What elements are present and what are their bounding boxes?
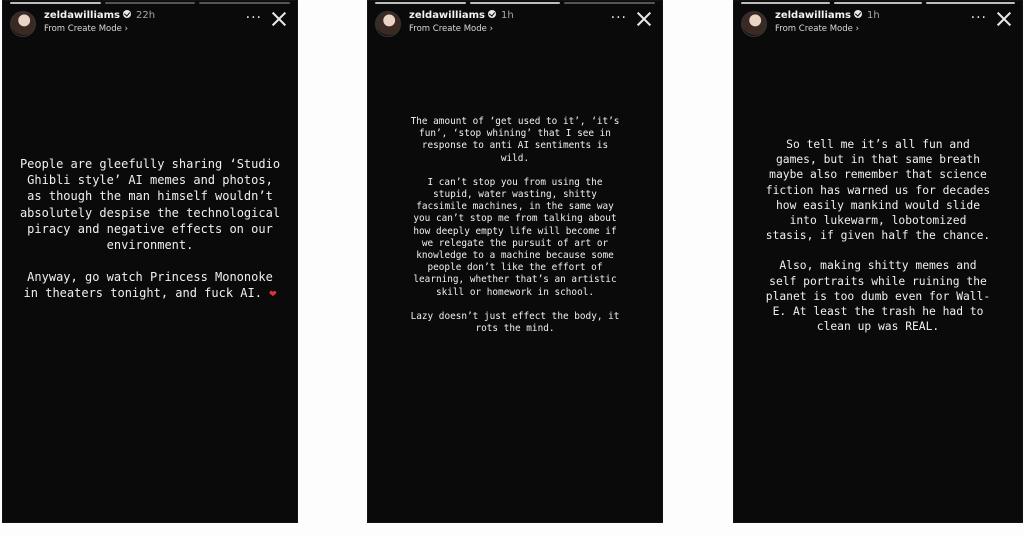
progress-segment xyxy=(834,2,923,4)
create-mode-link[interactable]: From Create Mode › xyxy=(775,24,859,34)
story-progress-bar xyxy=(10,2,290,5)
progress-segment xyxy=(564,2,655,4)
avatar[interactable] xyxy=(741,11,767,37)
story-paragraph: Also, making shitty memes and self portraits while ruining the planet is too dumb even for Wall-E. At least the trash he had to clean up was REAL. xyxy=(765,259,991,334)
close-icon[interactable] xyxy=(270,10,288,28)
verified-badge-icon xyxy=(488,10,496,18)
progress-segment xyxy=(470,2,561,4)
story-paragraph: People are gleefully sharing ‘Studio Ghibli style’ AI memes and photos, as though the man himself wouldn’t absolutely despise the technological piracy and negative effects on our environment. xyxy=(19,157,281,253)
story-progress-bar xyxy=(741,2,1015,5)
post-time: 1h xyxy=(867,10,880,21)
progress-segment xyxy=(741,2,830,4)
more-options-icon[interactable]: ··· xyxy=(610,10,627,26)
create-mode-link[interactable]: From Create Mode › xyxy=(44,24,128,34)
story-progress-bar xyxy=(375,2,655,5)
story-text xyxy=(18,156,282,302)
post-time: 22h xyxy=(136,10,156,21)
verified-badge-icon xyxy=(123,10,131,18)
story-panel-2[interactable] xyxy=(367,0,663,523)
username-row xyxy=(775,10,880,21)
story-paragraph xyxy=(18,269,282,301)
create-mode-link[interactable]: From Create Mode › xyxy=(409,24,493,34)
close-icon[interactable] xyxy=(995,10,1013,28)
username[interactable]: zeldawilliams xyxy=(44,10,121,21)
username-row xyxy=(409,10,514,21)
progress-segment xyxy=(199,2,290,4)
more-options-icon[interactable]: ··· xyxy=(970,10,987,26)
bottom-strip xyxy=(0,523,1024,535)
story-paragraph: I can’t stop you from using the stupid, water wasting, shitty facsimile machines, in the same way you can’t stop me from talking about how deeply empty life will become if we relegate the pursuit of art or knowledge to a machine because some people don’t like the effort of learning, whether that’s an artistic skill or homework in school. xyxy=(413,176,617,298)
story-text xyxy=(407,116,623,335)
progress-segment xyxy=(105,2,196,4)
story-header xyxy=(741,10,1015,40)
story-paragraph: The amount of ‘get used to it’, ‘it’s fun’, ‘stop whining’ that I see in response to anti AI sentiments is wild. xyxy=(410,116,620,164)
story-paragraph: Lazy doesn’t just effect the body, it rots the mind. xyxy=(410,310,620,335)
story-text xyxy=(763,137,993,334)
more-options-icon[interactable]: ··· xyxy=(245,10,262,26)
verified-badge-icon xyxy=(854,10,862,18)
story-header xyxy=(10,10,290,40)
story-paragraph: So tell me it’s all fun and games, but in that same breath maybe also remember that science fiction has warned us for decades how easily mankind would slide into lukewarm, lobotomized stasis, if given half the chance. xyxy=(765,138,991,243)
heart-emoji-icon: ❤ xyxy=(269,286,277,301)
progress-segment xyxy=(10,2,101,4)
post-time: 1h xyxy=(501,10,514,21)
username[interactable]: zeldawilliams xyxy=(775,10,852,21)
story-panel-3[interactable] xyxy=(733,0,1023,523)
avatar[interactable] xyxy=(375,11,401,37)
username[interactable]: zeldawilliams xyxy=(409,10,486,21)
username-row xyxy=(44,10,155,21)
avatar[interactable] xyxy=(10,11,36,37)
progress-segment xyxy=(375,2,466,4)
story-paragraph-text: Anyway, go watch Princess Mononoke in theaters tonight, and fuck AI. xyxy=(23,270,273,301)
close-icon[interactable] xyxy=(635,10,653,28)
story-panel-1[interactable] xyxy=(2,0,298,523)
progress-segment xyxy=(926,2,1015,4)
story-header xyxy=(375,10,655,40)
